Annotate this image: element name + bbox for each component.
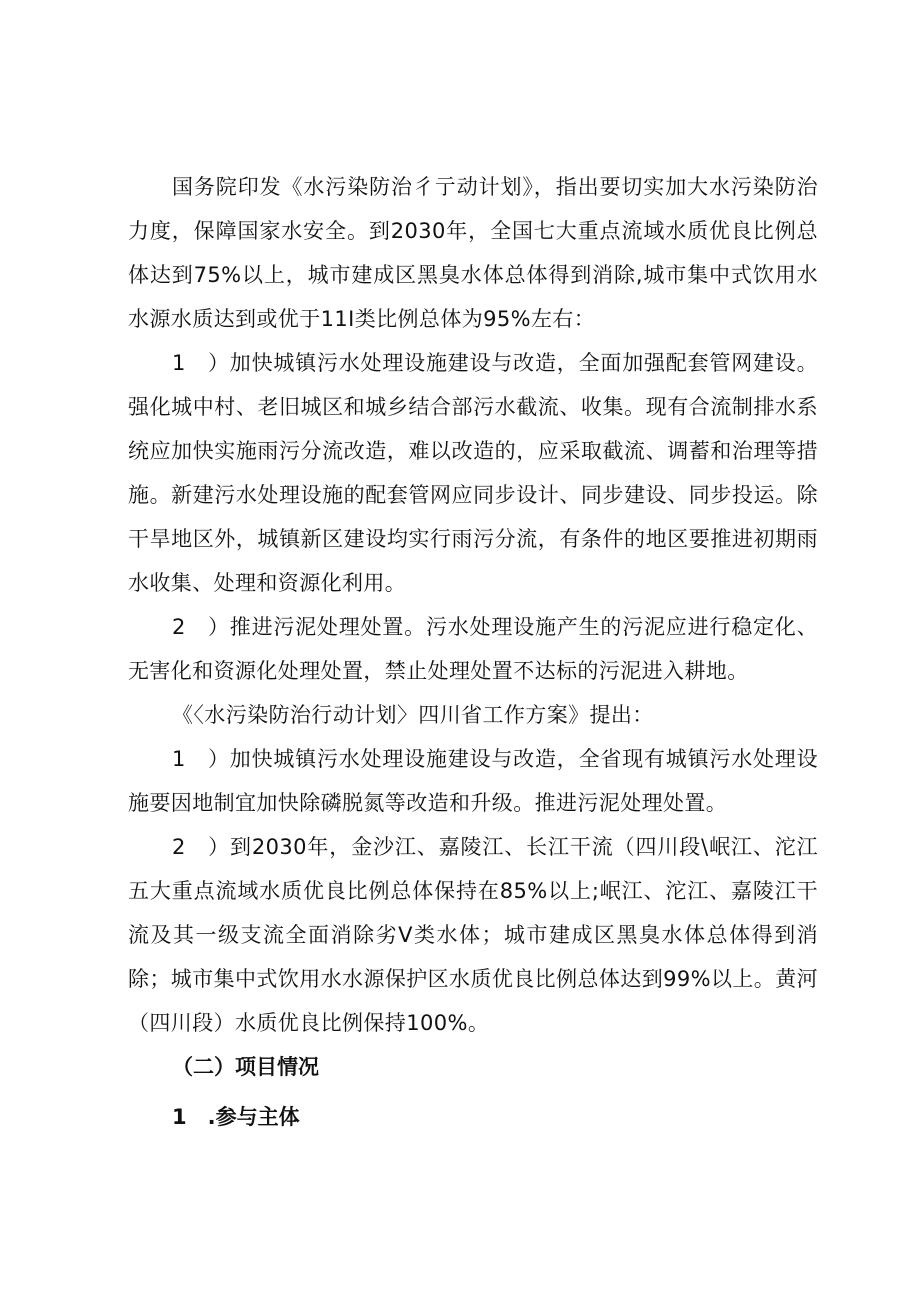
paragraph-state-council-plan: 国务院印发《水污染防治彳亍动计划》，指出要切实加大水污染防治力度，保障国家水安全。到2030年，全国七大重点流域水质优良比例总体达到75%以上，城市建成区黑臭水体总体得到消除,城市集中式饮用水水源水质达到或优于11I类比例总体为95%左右： — [128, 175, 818, 331]
paragraph-item-1-sewage-facilities: 1 ）加快城镇污水处理设施建设与改造，全面加强配套管网建设。强化城中村、老旧城区和城乡结合部污水截流、收集。现有合流制排水系统应加快实施雨污分流改造，难以改造的，应采取截流、调蓄和治理等措施。新建污水处理设施的配套管网应同步设计、同步建设、同步投运。除干旱地区外，城镇新区建设均实行雨污分流，有条件的地区要推进初期雨水收集、处理和资源化利用。 — [128, 351, 818, 595]
paragraph-sichuan-plan-intro: 《〈水污染防治行动计划〉四川省工作方案》提出： — [172, 703, 654, 727]
sub-heading-participants: 1 .参与主体 — [172, 1105, 300, 1129]
section-heading-project-status: （二）项目情况 — [172, 1055, 319, 1079]
paragraph-sichuan-item-1: 1 ）加快城镇污水处理设施建设与改造，全省现有城镇污水处理设施要因地制宜加快除磷脱氮等改造和升级。推进污泥处理处置。 — [128, 747, 818, 815]
paragraph-item-2-sludge-disposal: 2 ）推进污泥处理处置。污水处理设施产生的污泥应进行稳定化、无害化和资源化处理处置，禁止处理处置不达标的污泥进入耕地。 — [128, 615, 818, 683]
document-body — [128, 165, 818, 1139]
paragraph-sichuan-item-2: 2 ）到2030年，金沙江、嘉陵江、长江干流（四川段\岷江、沱江五大重点流域水质优良比例总体保持在85%以上;岷江、沱江、嘉陵江干流及其一级支流全面消除劣V类水体；城市建成区黑臭水体总体得到消除；城市集中式饮用水水源保护区水质优良比例总体达到99%以上。黄河（四川段）水质优良比例保持100%。 — [128, 835, 818, 1035]
